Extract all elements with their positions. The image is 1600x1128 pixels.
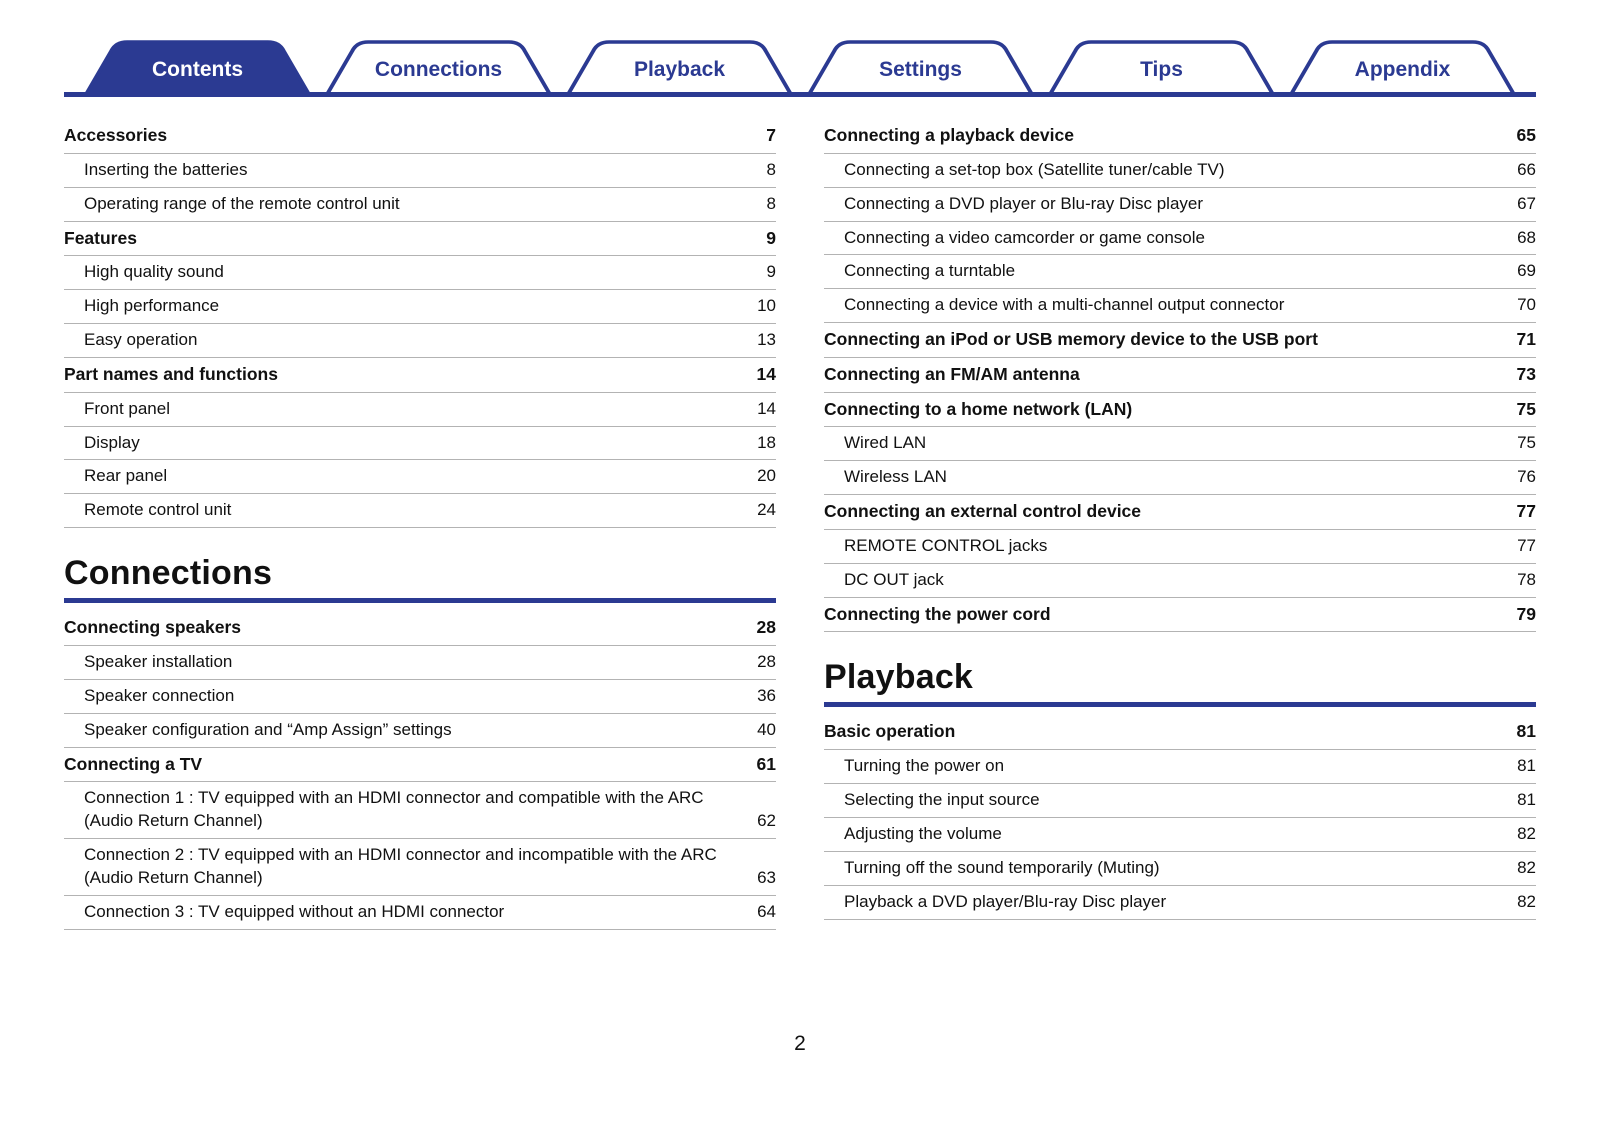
- toc-entry[interactable]: [64, 393, 776, 427]
- toc-entry[interactable]: [824, 323, 1536, 358]
- toc-entry-label: High performance: [84, 296, 220, 316]
- toc-entry-label: Connecting a video camcorder or game console: [844, 227, 1205, 247]
- toc-entry-label: Front panel: [84, 398, 170, 418]
- toc-entry-label: Speaker connection: [84, 685, 235, 705]
- toc-entry-page: 71: [1516, 329, 1536, 350]
- toc-entry[interactable]: [824, 427, 1536, 461]
- toc-entry[interactable]: [64, 680, 776, 714]
- toc-entry-label: Connecting a turntable: [844, 261, 1016, 281]
- toc-entry-page: 79: [1516, 603, 1536, 624]
- toc-entry-label: Connecting an iPod or USB memory device to the USB port: [824, 329, 1318, 350]
- toc-entry[interactable]: [824, 784, 1536, 818]
- toc-column-left: [64, 119, 776, 930]
- toc-entry[interactable]: [64, 896, 776, 930]
- toc-entry-label: Easy operation: [84, 330, 198, 349]
- toc-entry-label: Part names and functions: [64, 363, 278, 384]
- toc-entry-page: 75: [1517, 433, 1536, 453]
- toc-entry[interactable]: [824, 818, 1536, 852]
- toc-entry-page: 40: [757, 719, 776, 739]
- toc-column-right: [824, 119, 1536, 920]
- toc-entry[interactable]: [824, 886, 1536, 920]
- toc-entry[interactable]: [824, 119, 1536, 154]
- toc-entry-label: Wired LAN: [844, 433, 927, 453]
- toc-entry[interactable]: [824, 750, 1536, 784]
- toc-entry-page: 13: [757, 330, 776, 349]
- tab-settings[interactable]: [807, 38, 1034, 94]
- toc-entry[interactable]: [64, 460, 776, 494]
- toc-entry-page: 7: [766, 125, 776, 145]
- tab-label: Contents: [152, 58, 243, 81]
- toc-entry-page: 18: [757, 432, 776, 452]
- toc-entry-page: 78: [1517, 569, 1536, 589]
- toc-entry[interactable]: [824, 530, 1536, 564]
- toc-entry[interactable]: [64, 119, 776, 154]
- toc-entry-label: Rear panel: [84, 466, 168, 486]
- toc-entry-label: Connecting an FM/AM antenna: [824, 363, 1080, 384]
- toc-entry-label: Connection 2 : TV equipped with an HDMI connector and incompatible with the ARC (Audio Return Channel): [84, 845, 717, 888]
- toc-entry-page: 63: [757, 868, 776, 888]
- toc-entry-label: Connecting a DVD player or Blu-ray Disc player: [844, 193, 1204, 213]
- toc-entry-page: 8: [766, 159, 776, 179]
- toc-entry-page: 9: [766, 227, 776, 248]
- toc-entry-label: REMOTE CONTROL jacks: [844, 535, 1048, 555]
- toc-entry-label: Accessories: [64, 125, 168, 145]
- toc-entry-label: Connection 1 : TV equipped with an HDMI connector and compatible with the ARC (Audio Return Channel): [84, 788, 704, 831]
- tab-bar: [64, 38, 1536, 94]
- toc-entry-page: 69: [1517, 261, 1536, 281]
- tab-label: Connections: [374, 58, 503, 81]
- toc-entry-label: Speaker configuration and “Amp Assign” settings: [84, 719, 452, 739]
- toc-entry[interactable]: [824, 222, 1536, 256]
- toc-entry[interactable]: [824, 188, 1536, 222]
- tab-label: Appendix: [1354, 58, 1451, 81]
- toc-entry-page: 82: [1517, 857, 1536, 877]
- toc-entry-page: 65: [1516, 125, 1536, 145]
- toc-entry-page: 66: [1517, 159, 1536, 179]
- toc-entry-label: Connecting to a home network (LAN): [824, 398, 1133, 419]
- toc-entry[interactable]: [64, 290, 776, 324]
- toc-entry[interactable]: [64, 427, 776, 461]
- section-heading-bar: [824, 702, 1536, 707]
- toc-entry-page: 62: [757, 811, 776, 831]
- tab-label: Playback: [633, 58, 726, 81]
- toc-entry[interactable]: [824, 715, 1536, 750]
- tab-tips[interactable]: [1048, 38, 1275, 94]
- section-heading-bar: [64, 598, 776, 603]
- toc-entry[interactable]: [64, 358, 776, 393]
- toc-entry-label: Operating range of the remote control unit: [84, 193, 400, 213]
- toc-entry-label: High quality sound: [84, 262, 224, 282]
- toc-entry-page: 82: [1517, 891, 1536, 911]
- page-number: 2: [794, 1032, 806, 1055]
- toc-entry[interactable]: [64, 154, 776, 188]
- toc-entry-label: Turning the power on: [844, 755, 1005, 775]
- toc-entry-page: 64: [757, 902, 776, 922]
- toc-entry-page: 81: [1516, 721, 1536, 742]
- toc-entry[interactable]: [64, 222, 776, 257]
- section-heading: Playback: [824, 658, 974, 697]
- section-heading: Connections: [64, 554, 273, 593]
- toc-entry-page: 8: [766, 193, 776, 213]
- toc-entry-label: Connecting speakers: [64, 617, 241, 638]
- toc-entry-label: Basic operation: [824, 721, 956, 742]
- toc-entry[interactable]: [64, 188, 776, 222]
- toc-entry-page: 61: [756, 753, 776, 774]
- toc-entry-label: Adjusting the volume: [844, 823, 1002, 843]
- toc-entry[interactable]: [824, 358, 1536, 393]
- toc-entry[interactable]: [64, 782, 776, 839]
- toc-entry-label: Wireless LAN: [844, 467, 947, 487]
- toc-entry-page: 77: [1517, 535, 1536, 555]
- tab-playback[interactable]: [566, 38, 793, 94]
- tab-label: Settings: [879, 58, 962, 81]
- toc-entry-label: Connecting a set-top box (Satellite tuner/cable TV): [844, 159, 1225, 179]
- toc-entry-label: Connection 3 : TV equipped without an HDMI connector: [84, 902, 505, 922]
- toc-entry[interactable]: [64, 611, 776, 646]
- toc-entry-label: Connecting an external control device: [824, 501, 1142, 522]
- toc-entry[interactable]: [824, 154, 1536, 188]
- toc-entry-page: 75: [1516, 398, 1536, 419]
- tab-bar-wrap: [64, 38, 1536, 97]
- toc-entry-page: 73: [1516, 363, 1536, 384]
- toc-entry-label: Display: [84, 432, 140, 452]
- toc-entry-page: 14: [756, 363, 776, 384]
- toc-entry-label: Connecting a playback device: [824, 125, 1074, 145]
- toc-entry[interactable]: [64, 714, 776, 748]
- toc-entry[interactable]: [824, 255, 1536, 289]
- toc-entry[interactable]: [824, 852, 1536, 886]
- toc-entry-label: Connecting a device with a multi-channel output connector: [844, 295, 1285, 315]
- toc-entry[interactable]: [824, 289, 1536, 323]
- toc-entry-page: 82: [1517, 823, 1536, 843]
- toc-columns: [64, 119, 1536, 930]
- toc-entry[interactable]: [824, 495, 1536, 530]
- toc-entry-label: Inserting the batteries: [84, 159, 248, 179]
- toc-entry-label: Playback a DVD player/Blu-ray Disc player: [844, 891, 1167, 911]
- toc-entry-label: DC OUT jack: [844, 569, 944, 589]
- section-heading-block: [824, 658, 1536, 707]
- toc-entry[interactable]: [824, 598, 1536, 633]
- toc-entry-label: Features: [64, 227, 137, 248]
- toc-entry-page: 20: [757, 466, 776, 486]
- toc-entry[interactable]: [824, 393, 1536, 428]
- toc-entry[interactable]: [64, 324, 776, 358]
- toc-entry-page: 24: [757, 500, 776, 520]
- tab-connections[interactable]: [325, 38, 552, 94]
- toc-entry-label: Remote control unit: [84, 500, 232, 520]
- toc-entry-label: Turning off the sound temporarily (Muting): [844, 857, 1160, 877]
- section-heading-block: [64, 554, 776, 603]
- toc-entry[interactable]: [64, 839, 776, 896]
- toc-entry-page: 67: [1517, 193, 1536, 213]
- toc-entry-page: 76: [1517, 467, 1536, 487]
- toc-entry-page: 81: [1517, 789, 1536, 809]
- toc-entry-page: 28: [756, 617, 776, 638]
- tab-contents[interactable]: [84, 38, 311, 94]
- tab-appendix[interactable]: [1289, 38, 1516, 94]
- tab-label: Tips: [1140, 58, 1183, 81]
- toc-entry-page: 28: [757, 652, 776, 672]
- tab-bar-rule: [64, 92, 1536, 97]
- toc-entry[interactable]: [64, 494, 776, 528]
- toc-entry-page: 10: [757, 296, 776, 316]
- toc-entry-label: Selecting the input source: [844, 789, 1040, 809]
- toc-entry-page: 81: [1517, 755, 1536, 775]
- toc-entry-page: 77: [1516, 501, 1536, 522]
- toc-entry-label: Speaker installation: [84, 652, 233, 672]
- toc-entry-page: 14: [757, 398, 776, 418]
- toc-entry[interactable]: [824, 564, 1536, 598]
- toc-entry[interactable]: [64, 748, 776, 783]
- toc-entry-page: 36: [757, 685, 776, 705]
- toc-entry-page: 70: [1517, 295, 1536, 315]
- toc-entry[interactable]: [824, 461, 1536, 495]
- toc-entry-page: 9: [766, 262, 776, 282]
- toc-entry-label: Connecting a TV: [64, 753, 203, 774]
- toc-entry[interactable]: [64, 256, 776, 290]
- toc-entry-label: Connecting the power cord: [824, 603, 1051, 624]
- toc-entry-page: 68: [1517, 227, 1536, 247]
- toc-entry[interactable]: [64, 646, 776, 680]
